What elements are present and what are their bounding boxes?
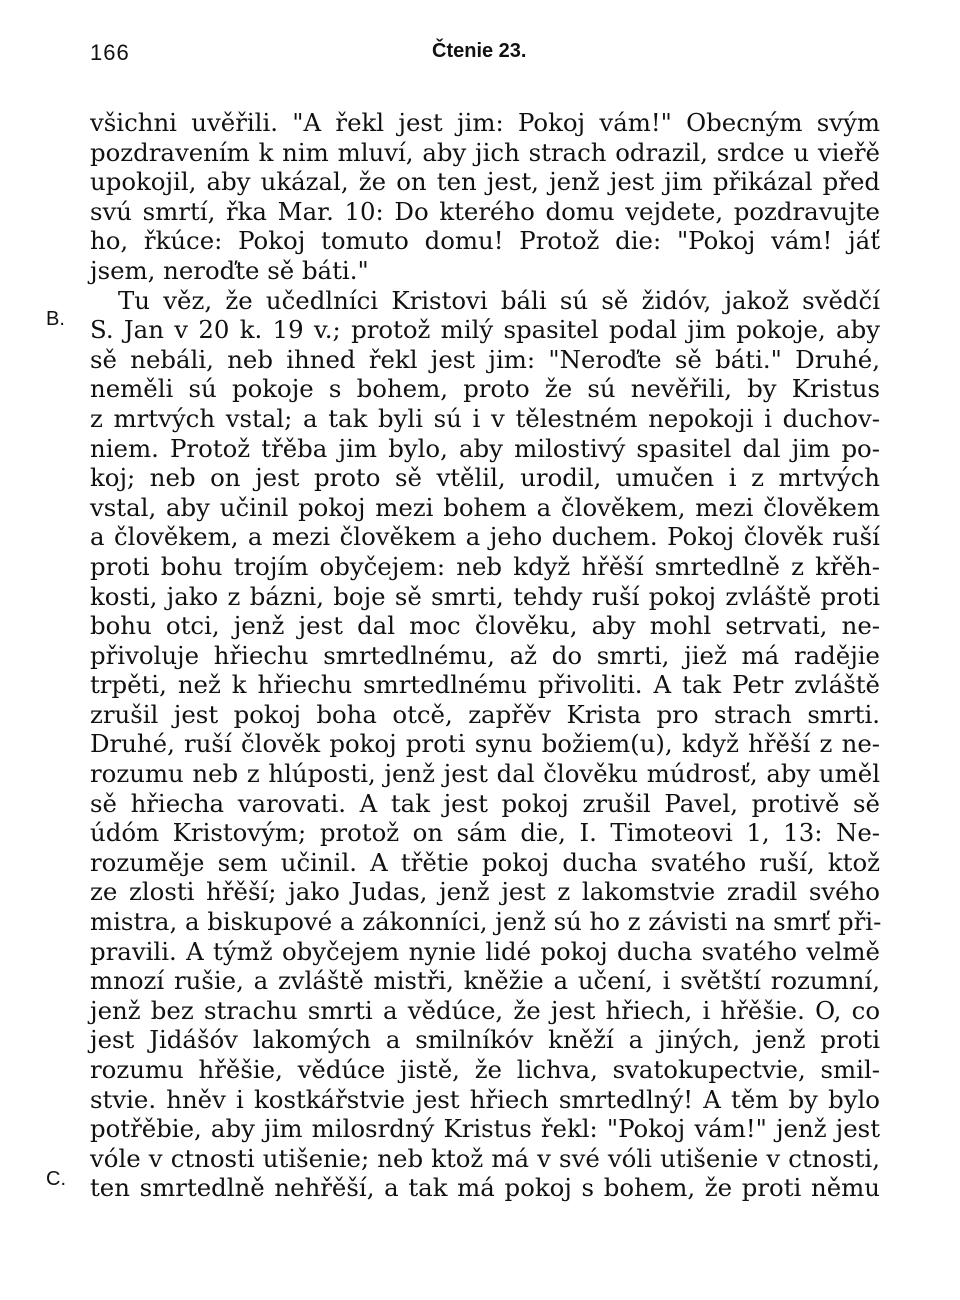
text-line: potřěbie, aby jim milosrdný Kristus řekl: "Pokoj vám!" jenž jest — [90, 1114, 880, 1144]
text-line: mnozí rušie, a zvláště mistři, kněžie a učení, i světští rozumní, — [90, 966, 880, 996]
text-line: upokojil, aby ukázal, že on ten jest, jenž jest jim přikázal před — [90, 167, 880, 197]
text-line: rozumu hřěšie, vědúce jistě, že lichva, svatokupectvie, smil- — [90, 1055, 880, 1084]
text-line: jsem, neroďte sě báti." — [90, 255, 369, 285]
margin-mark-c: C. — [46, 1168, 66, 1190]
text-line: vóle v ctnosti utišenie; neb ktož má v své vóli utišenie v ctnosti, — [90, 1143, 880, 1173]
text-line: vstal, aby učinil pokoj mezi bohem a člověkem, mezi člověkem — [90, 492, 880, 522]
text-line: jenž bez strachu smrti a vědúce, že jest hřiech, i hřěšie. O, co — [90, 995, 880, 1025]
text-line: Tu věz, že učedlníci Kristovi báli sú sě židóv, jakož svědčí — [118, 285, 880, 315]
text-line: rozuměje sem učinil. A třětie pokoj ducha svatého ruší, ktož — [90, 847, 880, 877]
text-line: ten smrtedlně nehřěší, a tak má pokoj s bohem, že proti němu — [90, 1173, 880, 1203]
text-line: neměli sú pokoje s bohem, proto že sú nevěřili, by Kristus — [90, 374, 880, 404]
body-text — [90, 108, 880, 1203]
text-line: pozdravením k nim mluví, aby jich strach odrazil, srdce u vieřě — [90, 137, 880, 167]
text-line: koj; neb on jest proto sě vtělil, urodil, umučen i z mrtvých — [90, 463, 880, 493]
text-line: pravili. A týmž obyčejem nynie lidé pokoj ducha svatého velmě — [90, 936, 880, 966]
page-number: 166 — [90, 40, 130, 65]
text-line: z mrtvých vstal; a tak byli sú i v tělestném nepokoji i duchov- — [90, 403, 880, 433]
text-line: jest Jidášóv lakomých a smilníkóv kněží a jiných, jenž proti — [90, 1025, 880, 1055]
text-line: a člověkem, a mezi člověkem a jeho duchem. Pokoj člověk ruší — [90, 522, 880, 552]
text-line: přivoluje hřiechu smrtedlnému, až do smrti, jiež má radějie — [90, 640, 880, 670]
text-line: bohu otci, jenž jest dal moc člověku, aby mohl setrvati, ne- — [90, 611, 880, 641]
text-line: ze zlosti hřěší; jako Judas, jenž jest z lakomstvie zradil svého — [90, 877, 880, 907]
text-line: ho, řkúce: Pokoj tomuto domu! Protož die: "Pokoj vám! jáť — [90, 226, 880, 256]
text-line: sě hřiecha varovati. A tak jest pokoj zrušil Pavel, protivě sě — [90, 788, 880, 818]
text-line: niem. Protož třěba jim bylo, aby milostivý spasitel dal jim po- — [90, 433, 880, 463]
text-line: stvie. hněv i kostkářstvie jest hřiech smrtedlný! A těm by bylo — [90, 1084, 880, 1114]
text-line: proti bohu trojím obyčejem: neb když hřěší smrtedlně z křěh- — [90, 551, 880, 581]
text-line: trpěti, než k hřiechu smrtedlnému přivoliti. A tak Petr zvláště — [90, 670, 880, 700]
text-line: mistra, a biskupové a zákonníci, jenž sú ho z závisti na smrť při- — [90, 907, 882, 937]
text-line: sě nebáli, neb ihned řekl jest jim: "Neroďte sě báti." Druhé, — [90, 344, 880, 374]
text-line: S. Jan v 20 k. 19 v.; protož milý spasitel podal jim pokoje, aby — [90, 315, 880, 345]
running-head: Čtenie 23. — [432, 40, 527, 62]
text-line: svú smrtí, řka Mar. 10: Do kterého domu vejdete, pozdravujte — [90, 196, 880, 226]
text-line: všichni uvěřili. "A řekl jest jim: Pokoj vám!" Obecným svým — [90, 108, 880, 137]
text-line: údóm Kristovým; protož on sám die, I. Timoteovi 1, 13: Ne- — [90, 818, 880, 848]
margin-mark-b: B. — [46, 308, 65, 330]
text-line: zrušil jest pokoj boha otcě, zapřěv Krista pro strach smrti. — [90, 699, 880, 729]
text-line: Druhé, ruší člověk pokoj proti synu božiem(u), když hřěší z ne- — [90, 729, 880, 759]
text-line: kosti, jako z bázni, boje sě smrti, tehdy ruší pokoj zvláště proti — [90, 581, 880, 611]
text-line: rozumu neb z hlúposti, jenž jest dal člověku múdrosť, aby uměl — [90, 759, 880, 789]
